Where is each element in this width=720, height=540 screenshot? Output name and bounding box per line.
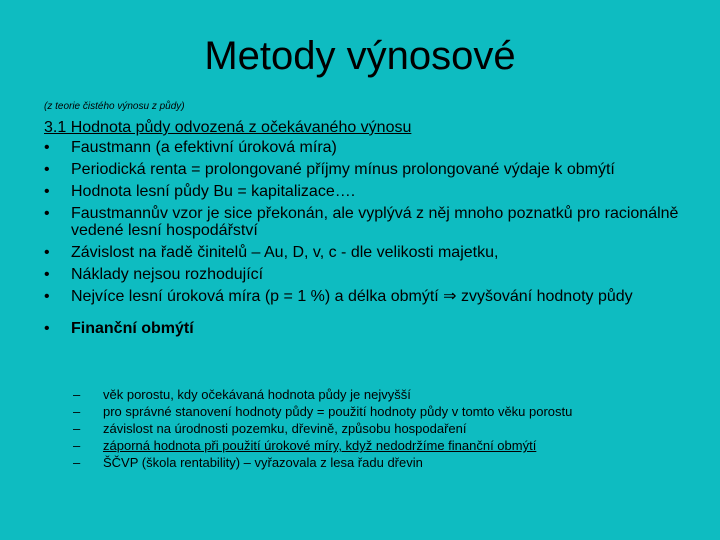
bullet-marker: • (44, 205, 50, 222)
list-item (44, 244, 684, 261)
bullet-marker: • (44, 139, 50, 156)
dash-marker: – (73, 438, 81, 453)
list-item-text: Náklady nejsou rozhodující (71, 266, 264, 283)
bullet-marker: • (44, 244, 50, 261)
dash-marker: – (73, 387, 81, 402)
dash-marker: – (73, 455, 81, 470)
section-heading: 3.1 Hodnota půdy odvozená z očekávaného výnosu (44, 119, 412, 136)
section-bullet-text: Finanční obmýtí (71, 320, 194, 337)
list-item-text: Periodická renta = prolongované příjmy mínus prolongované výdaje k obmýtí (71, 161, 615, 178)
list-item (44, 288, 684, 305)
list-item (44, 266, 684, 283)
slide-title: Metody výnosové (204, 34, 516, 78)
sub-list-item (73, 438, 663, 453)
sub-list-item-text: pro správné stanovení hodnoty půdy = použití hodnoty půdy v tomto věku porostu (103, 404, 573, 419)
bullet-marker: • (44, 183, 50, 200)
dash-marker: – (73, 404, 81, 419)
sub-list-item (73, 421, 663, 436)
list-item (44, 183, 684, 200)
sub-bullet-list (73, 387, 663, 472)
bullet-marker: • (44, 320, 50, 337)
list-item-text: Faustmannův vzor je sice překonán, ale vyplývá z něj mnoho poznatků pro racionálně vedené lesní hospodářství (71, 205, 679, 239)
list-item (44, 139, 684, 156)
bullet-marker: • (44, 161, 50, 178)
slide-subtitle: (z teorie čistého výnosu z půdy) (44, 101, 185, 112)
list-item (44, 161, 684, 178)
list-item (44, 205, 684, 239)
sub-list-item-text: ŠČVP (škola rentability) – vyřazovala z lesa řadu dřevin (103, 455, 423, 470)
bullet-marker: • (44, 266, 50, 283)
sub-list-item-text: závislost na úrodnosti pozemku, dřevině, způsobu hospodaření (103, 421, 467, 436)
bullet-list (44, 139, 684, 342)
sub-list-item (73, 455, 663, 470)
list-item-text: Hodnota lesní půdy Bu = kapitalizace…. (71, 183, 356, 200)
sub-list-item-text: záporná hodnota při použití úrokové míry, když nedodržíme finanční obmýtí (103, 438, 537, 453)
dash-marker: – (73, 421, 81, 436)
list-item-text: Závislost na řadě činitelů – Au, D, v, c - dle velikosti majetku, (71, 244, 499, 261)
list-item-section (44, 320, 684, 337)
sub-list-item (73, 404, 663, 419)
list-item-text: Faustmann (a efektivní úroková míra) (71, 139, 337, 156)
sub-list-item-text: věk porostu, kdy očekávaná hodnota půdy je nejvyšší (103, 387, 411, 402)
sub-list-item (73, 387, 663, 402)
bullet-marker: • (44, 288, 50, 305)
list-item-text: Nejvíce lesní úroková míra (p = 1 %) a délka obmýtí ⇒ zvyšování hodnoty půdy (71, 288, 633, 305)
